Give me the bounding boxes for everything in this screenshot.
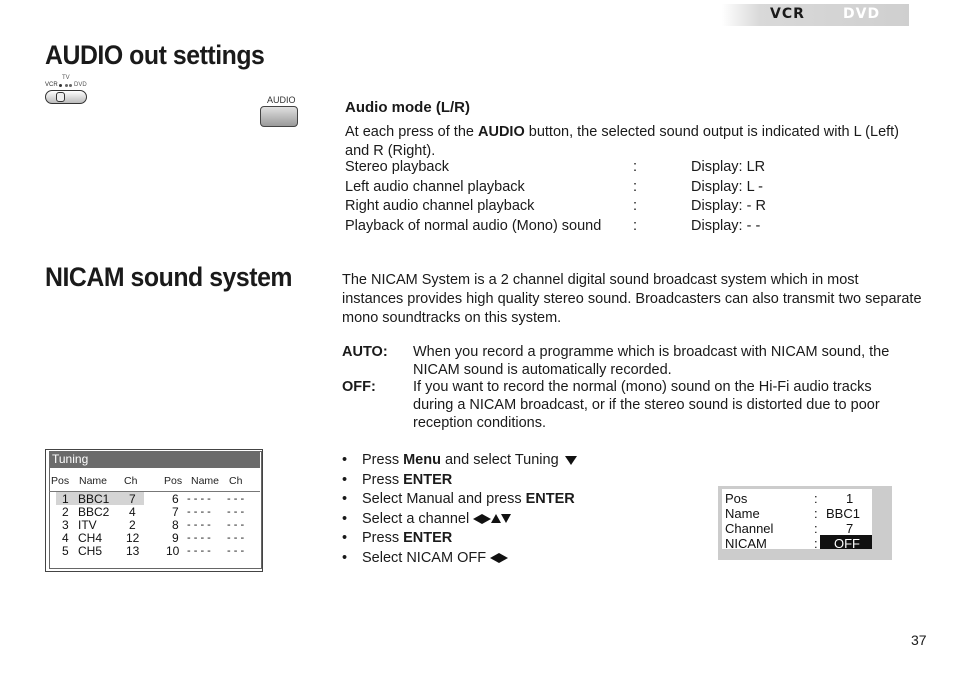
table-cell: BBC1 (78, 492, 110, 506)
tuning-screen-title: Tuning (52, 452, 89, 466)
info-value: BBC1 (826, 506, 860, 521)
table-cell: - - - - (187, 493, 211, 505)
switch-dot-icon (59, 84, 62, 87)
info-label: NICAM (725, 536, 767, 551)
section-title-audio: AUDIO out settings (45, 40, 265, 70)
table-cell: - - - (227, 532, 245, 544)
table-cell: 5 (62, 544, 69, 558)
table-cell: 2 (62, 505, 69, 519)
auto-term: AUTO: (342, 344, 388, 360)
switch-dot-icon (69, 84, 72, 87)
table-cell: - - - - (187, 506, 211, 518)
column-header: Pos (51, 475, 70, 487)
switch-label-tv: TV (62, 75, 70, 81)
table-cell: - - - - (187, 532, 211, 544)
list-item: • Select Manual and press ENTER (342, 491, 575, 507)
up-arrow-icon (491, 514, 501, 523)
left-arrow-icon (490, 553, 499, 563)
table-cell: 3 (62, 518, 69, 532)
info-value: 1 (846, 491, 854, 506)
list-item: • Select a channel (342, 511, 682, 531)
audio-mode-title: Audio mode (L/R) (345, 99, 470, 116)
column-header: Name (79, 475, 108, 487)
nicam-intro-paragraph: The NICAM System is a 2 channel digital sound broadcast system which in most instances provides high quality stereo sound. Broadcasters can also transmit two separate mono soundtracks on this system. (342, 272, 922, 326)
column-header: Name (191, 475, 220, 487)
table-cell: - - - (227, 519, 245, 531)
tab-vcr: VCR (770, 6, 805, 22)
table-cell: 12 (126, 531, 140, 545)
off-term: OFF: (342, 379, 376, 395)
list-item: • Press ENTER (342, 471, 453, 488)
nicam-auto-definition (342, 343, 922, 379)
tab-dvd: DVD (843, 6, 881, 22)
down-arrow-icon (565, 456, 577, 465)
table-cell: 9 (172, 531, 179, 545)
table-cell: 4 (62, 531, 69, 545)
table-cell: 4 (129, 505, 136, 519)
off-description: If you want to record the normal (mono) sound on the Hi-Fi audio tracks during a NICAM broadcast, or if the stereo sound is distorted due to poor reception conditions. (413, 379, 880, 431)
four-way-arrows-icon (473, 511, 511, 527)
switch-dot-icon (65, 84, 68, 87)
table-cell: 13 (126, 544, 140, 558)
product-tab-bar (722, 4, 909, 26)
mode-switch-icon (45, 90, 87, 104)
info-separator: : (814, 536, 818, 551)
table-cell: CH5 (78, 544, 103, 558)
table-cell: ITV (78, 518, 97, 532)
table-cell: 1 (62, 492, 69, 506)
table-cell: 2 (129, 518, 136, 532)
right-arrow-icon (499, 553, 508, 563)
column-header: Ch (229, 475, 243, 487)
nicam-off-definition (342, 378, 922, 432)
info-value-selected: OFF (834, 536, 860, 551)
table-cell: 7 (129, 492, 136, 506)
info-label: Channel (725, 521, 774, 536)
column-header: Ch (124, 475, 138, 487)
page-number: 37 (911, 632, 927, 648)
list-item: • Press ENTER (342, 530, 453, 546)
table-cell: BBC2 (78, 505, 110, 519)
switch-label-vcr: VCR (45, 82, 58, 88)
list-item: • Press Menu and select Tuning (342, 452, 682, 472)
mode-switch-knob-icon (56, 92, 65, 102)
info-label: Name (725, 506, 760, 521)
table-cell: CH4 (78, 531, 103, 545)
table-cell: - - - - (187, 519, 211, 531)
switch-label-dvd: DVD (74, 82, 87, 88)
info-separator: : (814, 506, 818, 521)
down-arrow-icon (501, 514, 511, 523)
table-cell: - - - (227, 545, 245, 557)
table-cell: 8 (172, 518, 179, 532)
table-cell: 7 (172, 505, 179, 519)
audio-remote-button-icon (260, 106, 298, 127)
audio-mode-description: At each press of the AUDIO button, the selected sound output is indicated with L (Left) and R (Right). (345, 124, 900, 159)
table-cell: - - - - (187, 545, 211, 557)
table-cell: - - - (227, 493, 245, 505)
table-cell: - - - (227, 506, 245, 518)
info-value: 7 (846, 521, 854, 536)
section-title-nicam: NICAM sound system (45, 262, 293, 292)
right-arrow-icon (482, 514, 491, 524)
left-arrow-icon (473, 514, 482, 524)
auto-description: When you record a programme which is broadcast with NICAM sound, the NICAM sound is automatically recorded. (413, 344, 890, 378)
info-separator: : (814, 491, 818, 506)
info-label: Pos (725, 491, 748, 506)
list-item: • Select NICAM OFF (342, 550, 682, 570)
table-cell: 10 (166, 544, 180, 558)
column-header: Pos (164, 475, 183, 487)
table-cell: 6 (172, 492, 179, 506)
audio-button-label: AUDIO (267, 95, 296, 105)
steps-list (342, 452, 682, 569)
info-separator: : (814, 521, 818, 536)
left-right-arrows-icon (490, 550, 508, 566)
